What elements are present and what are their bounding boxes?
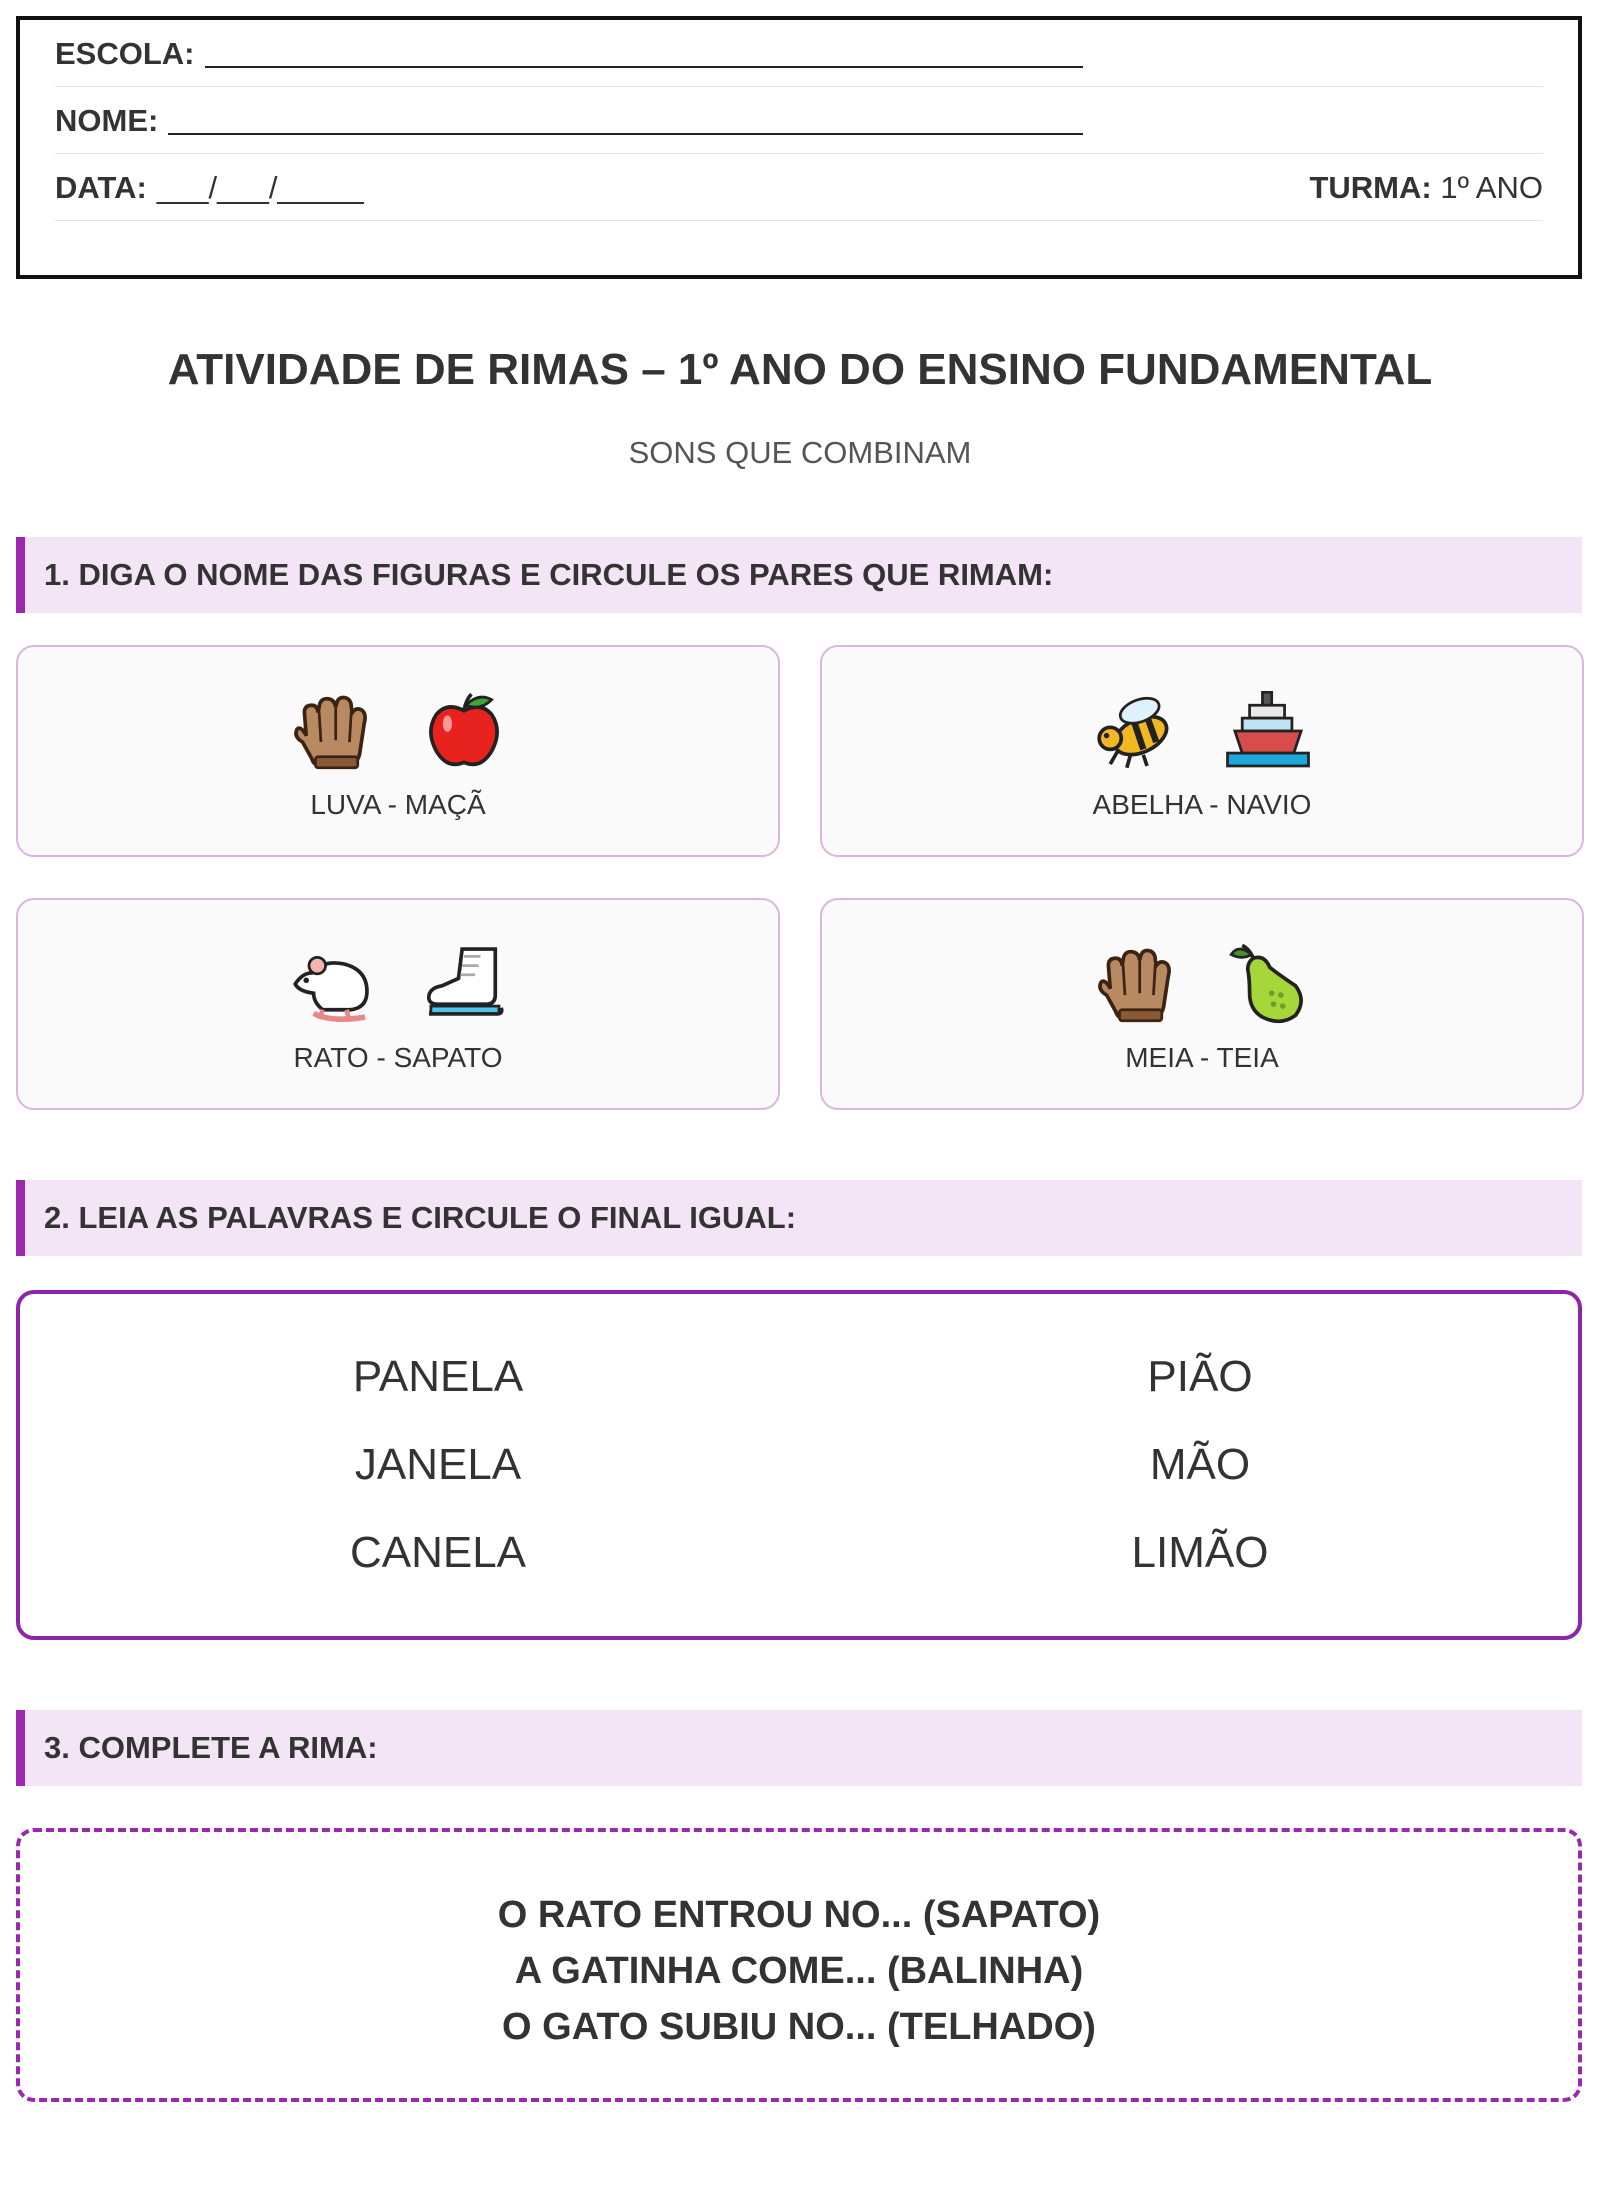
word-item[interactable]: JANELA: [354, 1440, 522, 1489]
rhyme-card[interactable]: [16, 645, 780, 857]
section-3-heading: 3. COMPLETE A RIMA:: [16, 1710, 1582, 1786]
ice-skate-icon: [418, 938, 510, 1030]
pear-icon: [1222, 938, 1314, 1030]
date-blank[interactable]: ___/___/_____: [156, 169, 364, 205]
class-label: TURMA:: [1309, 169, 1432, 205]
word-item[interactable]: MÃO: [1149, 1440, 1251, 1489]
rhyme-card[interactable]: [820, 898, 1584, 1110]
glove-icon: [1090, 938, 1182, 1030]
school-blank-line[interactable]: [205, 40, 1083, 68]
apple-icon: [418, 685, 510, 777]
word-item[interactable]: CANELA: [349, 1528, 527, 1577]
date-row: [55, 155, 1543, 221]
student-info-box: [16, 16, 1582, 279]
card-label: ABELHA - NAVIO: [1092, 789, 1312, 820]
name-label: NOME:: [55, 102, 159, 138]
section-2-heading: 2. LEIA AS PALAVRAS E CIRCULE O FINAL IGUAL:: [16, 1180, 1582, 1256]
word-item[interactable]: LIMÃO: [1131, 1528, 1269, 1577]
word-item[interactable]: PANELA: [352, 1352, 524, 1401]
school-row: [55, 21, 1543, 87]
rhyme-card[interactable]: [820, 645, 1584, 857]
name-blank-line[interactable]: [168, 107, 1083, 135]
glove-icon: [286, 685, 378, 777]
ship-icon: [1222, 685, 1314, 777]
name-row: [55, 88, 1543, 154]
rhyme-line: O RATO ENTROU NO... (SAPATO): [497, 1894, 1101, 1936]
rhyme-card[interactable]: [16, 898, 780, 1110]
page-subtitle: SONS QUE COMBINAM: [628, 435, 972, 470]
rat-icon: [286, 938, 378, 1030]
word-column-right: [1000, 1352, 1400, 1616]
section-1-heading: 1. DIGA O NOME DAS FIGURAS E CIRCULE OS PARES QUE RIMAM:: [16, 537, 1582, 613]
complete-rhyme-box: [16, 1828, 1582, 2102]
card-label: RATO - SAPATO: [293, 1042, 503, 1073]
school-label: ESCOLA:: [55, 35, 195, 71]
card-label: LUVA - MAÇÃ: [310, 789, 486, 820]
class-value: 1º ANO: [1440, 169, 1543, 205]
bee-icon: [1090, 685, 1182, 777]
word-column-left: [238, 1352, 638, 1616]
rhyme-line: O GATO SUBIU NO... (TELHADO): [502, 2006, 1096, 2048]
card-label: MEIA - TEIA: [1125, 1042, 1279, 1073]
rhyme-line: A GATINHA COME... (BALINHA): [514, 1950, 1084, 1992]
word-list-box: [16, 1290, 1582, 1640]
page-title: ATIVIDADE DE RIMAS – 1º ANO DO ENSINO FUNDAMENTAL: [167, 345, 1433, 394]
date-label: DATA:: [55, 169, 147, 205]
class-field: [1309, 170, 1543, 206]
word-item[interactable]: PIÃO: [1147, 1352, 1253, 1401]
